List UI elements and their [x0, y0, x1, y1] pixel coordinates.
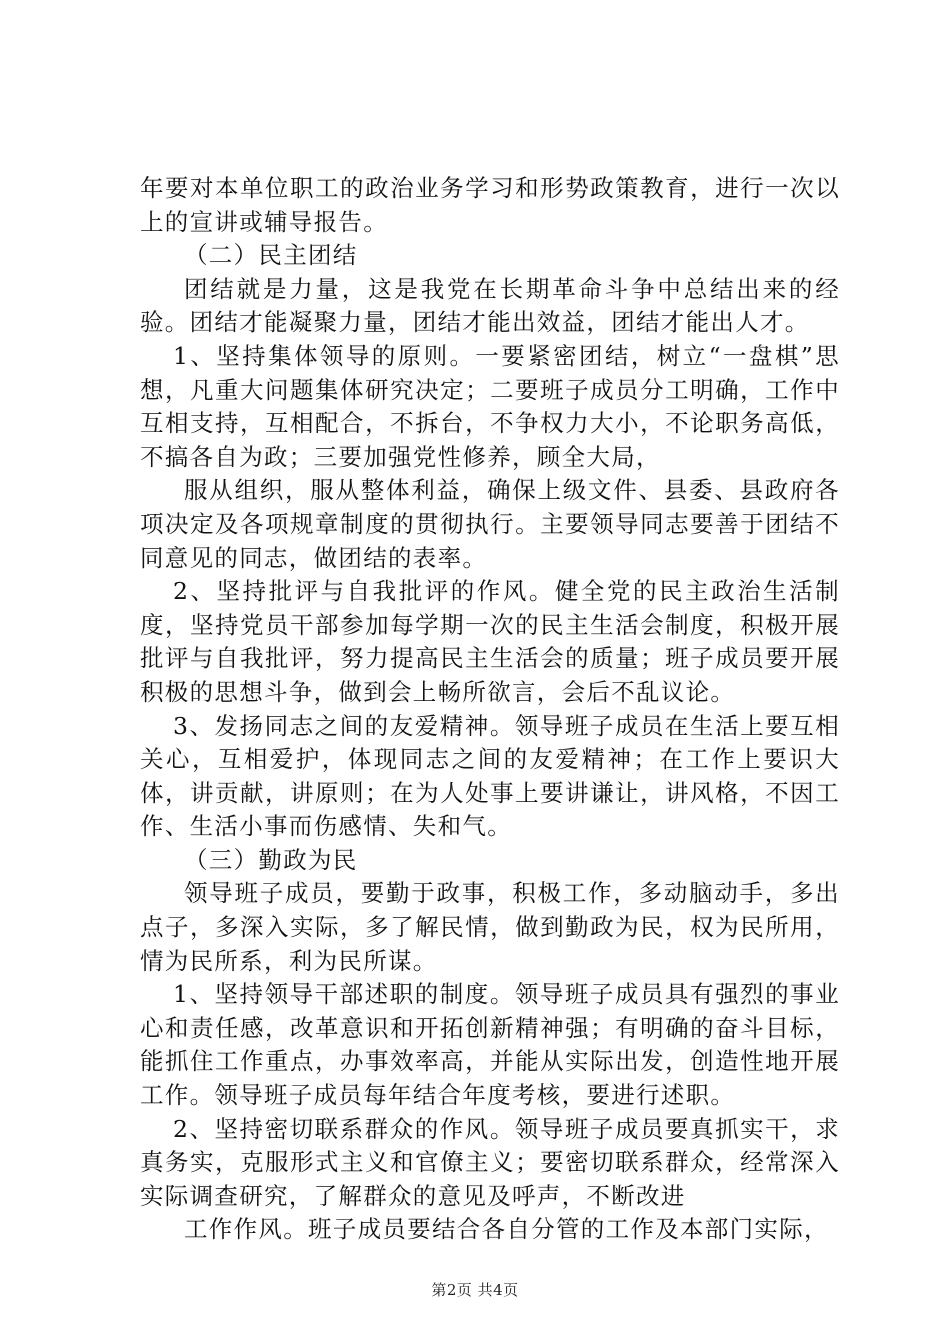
paragraph-diligent-intro: 领导班子成员，要勤于政事，积极工作，多动脑动手，多出点子，多深入实际，多了解民情，做到勤政为民，权为民所用，情为民所系，利为民所谋。 [140, 879, 840, 975]
paragraph-obey-organization: 服从组织，服从整体利益，确保上级文件、县委、县政府各项决定及各项规章制度的贯彻执行。主要领导同志要善于团结不同意见的同志，做团结的表率。 [140, 476, 840, 572]
paragraph-continuation: 年要对本单位职工的政治业务学习和形势政策教育，进行一次以上的宣讲或辅导报告。 [140, 174, 840, 236]
document-body [140, 172, 840, 1247]
paragraph-criticism: 2、坚持批评与自我批评的作风。健全党的民主政治生活制度，坚持党员干部参加每学期一次的民主生活会制度，积极开展批评与自我批评，努力提高民主生活会的质量；班子成员要开展积极的思想斗争，做到会上畅所欲言，会后不乱议论。 [140, 577, 840, 706]
paragraph-collective-leadership: 1、坚持集体领导的原则。一要紧密团结，树立“一盘棋”思想，凡重大问题集体研究决定；二要班子成员分工明确，工作中互相支持，互相配合，不拆台，不争权力大小，不论职务高低，不搞各自为政；三要加强党性修养，顾全大局， [140, 341, 840, 471]
paragraph-friendship: 3、发扬同志之间的友爱精神。领导班子成员在生活上要互相关心，互相爱护，体现同志之间的友爱精神；在工作上要识大体，讲贡献，讲原则；在为人处事上要讲谦让，讲风格，不因工作、生活小事而伤感情、失和气。 [140, 711, 840, 841]
paragraph-unity-intro: 团结就是力量，这是我党在长期革命斗争中总结出来的经验。团结才能凝聚力量，团结才能出效益，团结才能出人才。 [140, 274, 840, 337]
page-footer: 第2页 共4页 [431, 1281, 519, 1299]
paragraph-work-style: 工作作风。班子成员要结合各自分管的工作及本部门实际， [184, 1215, 829, 1244]
section-heading-diligent-governance: （三）勤政为民 [184, 845, 358, 874]
paragraph-reporting-system: 1、坚持领导干部述职的制度。领导班子成员具有强烈的事业心和责任感，改革意识和开拓创新精神强；有明确的奋斗目标，能抓住工作重点，办事效率高，并能从实际出发，创造性地开展工作。领导班子成员每年结合年度考核，要进行述职。 [140, 980, 840, 1110]
paragraph-mass-contact: 2、坚持密切联系群众的作风。领导班子成员要真抓实干，求真务实，克服形式主义和官僚主义；要密切联系群众，经常深入实际调查研究，了解群众的意见及呼声，不断改进 [140, 1114, 840, 1210]
section-heading-democratic-unity: （二）民主团结 [184, 241, 358, 270]
